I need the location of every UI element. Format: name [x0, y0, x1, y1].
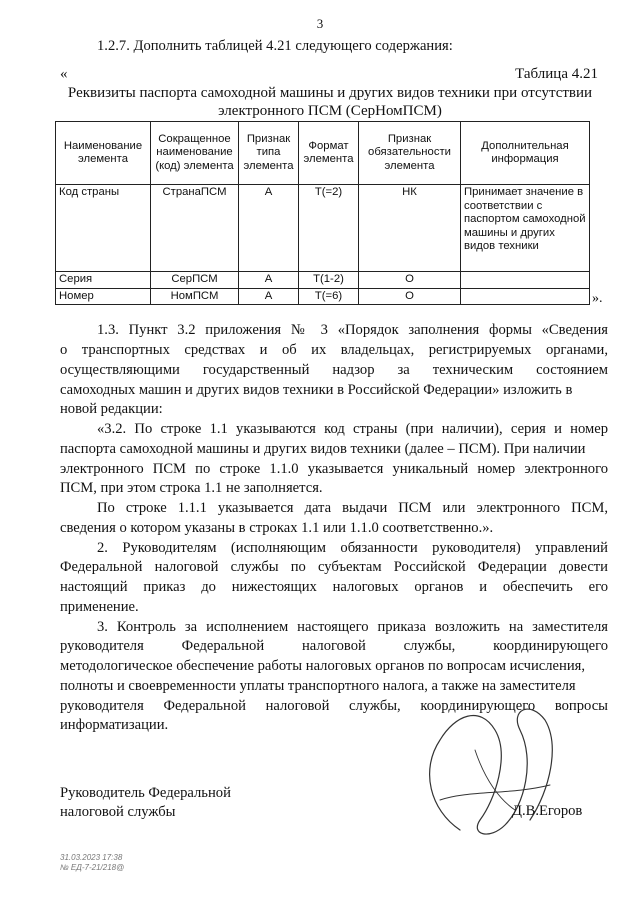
table-cell: О: [359, 272, 461, 289]
paragraph-line: осуществляющими государственный надзор за техническим состоянием: [60, 362, 608, 378]
paragraph-line: информатизации.: [60, 717, 169, 733]
paragraph-line: сведения о котором указаны в строках 1.1 или 1.1.0 соответственно.».: [60, 520, 494, 536]
table-cell: А: [239, 185, 299, 272]
paragraph-line: ПСМ, при этом строка 1.1 не заполняется.: [60, 480, 323, 496]
table-row: [56, 272, 590, 289]
table-cell: Номер: [56, 288, 151, 305]
paragraph-line: применение.: [60, 599, 139, 615]
table-row: [56, 288, 590, 305]
table-row: [56, 185, 590, 272]
section-heading: 1.2.7. Дополнить таблицей 4.21 следующего содержания:: [97, 38, 453, 54]
header-cell: Наименование элемента: [56, 122, 151, 185]
closing-quote: ».: [592, 291, 603, 306]
paragraph-line: полноты и своевременности уплаты транспортного налога, а также на заместителя: [60, 678, 576, 694]
opening-quote: «: [60, 66, 68, 82]
table-cell: А: [239, 272, 299, 289]
page-number: 3: [316, 16, 324, 31]
handwritten-signature: [400, 690, 600, 850]
paragraph-line: По строке 1.1.1 указывается дата выдачи ПСМ или электронного ПСМ,: [97, 500, 608, 516]
header-cell: Формат элемента: [299, 122, 359, 185]
paragraph-line: руководителя Федеральной налоговой службы, координирующего: [60, 638, 608, 654]
table-cell: Т(=2): [299, 185, 359, 272]
table-cell: Принимает значение в соответствии с паспортом самоходной машины и других видов техники: [461, 185, 590, 272]
table-cell: Т(1-2): [299, 272, 359, 289]
table-caption-line-2: электронного ПСМ (СерНомПСМ): [218, 103, 442, 119]
paragraph-line: электронного ПСМ по строке 1.1.0 указывается уникальный номер электронного: [60, 461, 608, 477]
paragraph-line: руководителя Федеральной налоговой службы, координирующего вопросы: [60, 698, 608, 714]
paragraph-line: «3.2. По строке 1.1 указываются код страны (при наличии), серия и номер: [97, 421, 608, 437]
table-cell: СерПСМ: [151, 272, 239, 289]
signatory-position: [60, 784, 231, 822]
paragraph-line: самоходных машин и других видов техники в Российской Федерации» изложить в: [60, 382, 573, 398]
table-header-row: [56, 122, 590, 185]
header-cell: Признак обязательности элемента: [359, 122, 461, 185]
table-cell: А: [239, 288, 299, 305]
table-cell: СтранаПСМ: [151, 185, 239, 272]
table-cell: Т(=6): [299, 288, 359, 305]
paragraph-line: 3. Контроль за исполнением настоящего приказа возложить на заместителя: [97, 619, 608, 635]
stamp-line: № ЕД-7-21/218@: [60, 863, 125, 872]
paragraph-line: паспорта самоходной машины и других видов техники (далее – ПСМ). При наличии: [60, 441, 586, 457]
table-cell: НК: [359, 185, 461, 272]
header-cell: Дополнительная информация: [461, 122, 590, 185]
table-cell: [461, 288, 590, 305]
paragraph-line: о транспортных средствах и об их владельцах, регистрируемых органами,: [60, 342, 608, 358]
paragraph-line: Федеральной налоговой службы по субъектам Российской Федерации довести: [60, 559, 608, 575]
signatory-position-line: Руководитель Федеральной: [60, 785, 231, 801]
requisites-table: [55, 121, 590, 305]
table-cell: Код страны: [56, 185, 151, 272]
paragraph-line: настоящий приказ до нижестоящих налоговых органов и обеспечить его: [60, 579, 608, 595]
table-cell: О: [359, 288, 461, 305]
table-number: Таблица 4.21: [515, 66, 598, 82]
paragraph-line: новой редакции:: [60, 401, 163, 417]
table-cell: [461, 272, 590, 289]
paragraph-line: методологическое обеспечение работы налоговых органов по вопросам исчисления,: [60, 658, 586, 674]
paragraph-line: 2. Руководителям (исполняющим обязанности руководителя) управлений: [97, 540, 608, 556]
header-cell: Сокращенное наименование (код) элемента: [151, 122, 239, 185]
paragraph-line: 1.3. Пункт 3.2 приложения № 3 «Порядок заполнения формы «Сведения: [97, 322, 608, 338]
signatory-name: Д.В.Егоров: [512, 803, 583, 819]
table-cell: Серия: [56, 272, 151, 289]
table-caption-line-1: Реквизиты паспорта самоходной машины и других видов техники при отсутствии: [67, 85, 593, 101]
header-cell: Признак типа элемента: [239, 122, 299, 185]
stamp-line: 31.03.2023 17:38: [60, 853, 123, 862]
signatory-position-line: налоговой службы: [60, 804, 176, 820]
table-cell: НомПСМ: [151, 288, 239, 305]
registration-stamp: [60, 853, 124, 873]
